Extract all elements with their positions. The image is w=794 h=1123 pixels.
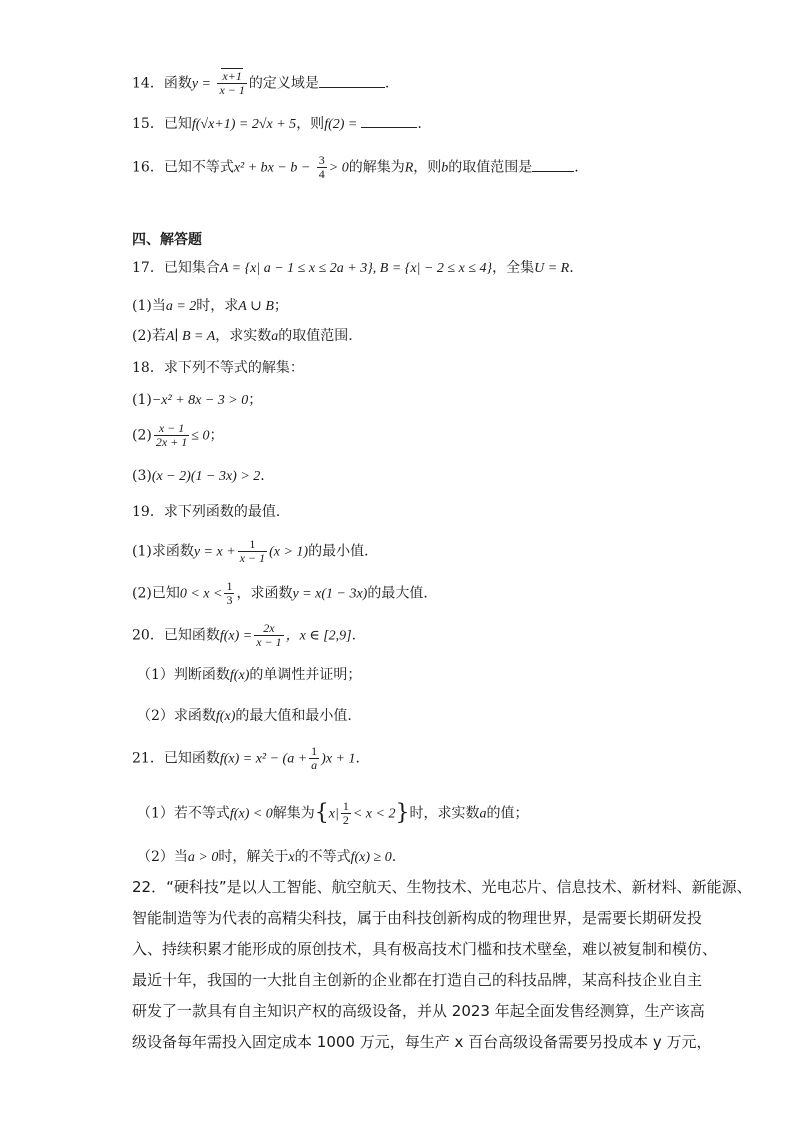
q17-U: U = R xyxy=(534,261,570,276)
q21-p1-mid: 解集为 xyxy=(272,805,315,822)
q19-part-2 xyxy=(132,580,437,607)
q22-line: 入、持续积累才能形成的原创技术，具有极高技术门槛和技术壁垒，难以被复制和模仿、 xyxy=(132,940,718,958)
q21-p1-end: 的值； xyxy=(486,805,529,822)
question-20 xyxy=(132,622,356,649)
q20-p2-end: 的最大值和最小值. xyxy=(235,708,352,724)
q21-p1-mid2: 时，求实数 xyxy=(409,805,480,822)
q16-fraction xyxy=(317,154,327,181)
q21-p1-pre: （1）若不等式 xyxy=(137,805,230,822)
q20-part-2 xyxy=(137,706,352,727)
q14-tail: 的定义域是 xyxy=(248,75,319,92)
q18-part-1 xyxy=(132,390,262,411)
q19-p2-denominator: 3 xyxy=(226,593,233,607)
q16-R: R xyxy=(404,160,414,176)
q19-p2-expr: 0 < x < xyxy=(179,586,223,602)
q14-y: y = xyxy=(191,76,211,92)
q21-p1-numerator: 1 xyxy=(342,799,349,813)
q18-p1-expr: −x² + 8x − 3 > 0 xyxy=(151,393,249,408)
question-21 xyxy=(132,745,360,772)
q18-p3-end: . xyxy=(260,468,265,484)
q21-p2-end: . xyxy=(391,849,397,865)
q21-p1-a: a xyxy=(479,806,487,822)
q17-tail: ，全集 xyxy=(492,260,535,276)
q21-p2-pre: （2）当 xyxy=(137,849,188,865)
q19-p2-expr2: y = x(1 − 3x) xyxy=(292,586,368,602)
q19-p2-end: 的最大值． xyxy=(367,585,438,602)
right-brace-icon: } xyxy=(395,800,410,826)
q21-expr: f(x) = x² − (a + xyxy=(219,751,308,767)
q15-mid: ，则 xyxy=(296,116,325,132)
q19-p1-pre: (1)求函数 xyxy=(132,543,194,560)
q18-p2-end: ； xyxy=(209,427,224,444)
q22-line: 级设备每年需投入固定成本 1000 万元，每生产 x 百台高级设备需要另投成本 y 万元， xyxy=(132,1033,712,1051)
question-19: 19．求下列函数的最值． xyxy=(132,504,290,520)
q16-expr-tail: > 0 xyxy=(328,160,349,176)
q17-p1-mid: 时，求 xyxy=(196,298,239,314)
q21-fraction xyxy=(309,745,319,772)
q19-p2-pre: (2)已知 xyxy=(132,585,180,602)
q19-p2-fraction xyxy=(224,580,234,607)
q17-p2-pre: (2)若 xyxy=(132,328,166,344)
q18-p2-fraction xyxy=(154,422,189,449)
q14-answer-blank xyxy=(319,73,385,88)
q16-tail: 的取值范围是 xyxy=(448,159,533,176)
q20-p2-f: f(x) xyxy=(215,709,236,724)
q20-expr: f(x) = xyxy=(219,628,253,644)
q16-denominator: 4 xyxy=(318,167,325,181)
q17-part-1 xyxy=(132,296,288,317)
q21-denominator: a xyxy=(311,758,318,772)
q19-p2-mid: ，求函数 xyxy=(236,585,293,602)
q20-p2-pre: （2）求函数 xyxy=(137,708,216,724)
q20-p1-f: f(x) xyxy=(229,668,250,683)
q22-line: 智能制造等为代表的高精尖科技，属于由科技创新构成的物理世界，是需要长期研发投 xyxy=(132,909,703,927)
q20-end: . xyxy=(351,627,357,644)
q21-part-2 xyxy=(137,847,396,868)
q18-p2-tail: ≤ 0 xyxy=(191,428,210,444)
q18-p2-pre: (2) xyxy=(132,427,152,444)
q16-label: 16．已知不等式 xyxy=(132,159,234,176)
question-18: 18．求下列不等式的解集： xyxy=(132,360,304,376)
q21-p2-expr: a > 0 xyxy=(187,850,219,865)
q19-p1-expr: y = x + xyxy=(193,544,236,560)
q18-p3-pre: (3) xyxy=(132,468,152,484)
q20-part-1 xyxy=(137,665,361,686)
q21-label: 21．已知函数 xyxy=(132,750,220,767)
q19-p1-numerator: 1 xyxy=(238,538,267,552)
q19-p2-numerator: 1 xyxy=(226,579,233,593)
q15-end: . xyxy=(417,116,422,132)
q14-end: . xyxy=(384,75,390,92)
q21-p1-expr: f(x) < 0 xyxy=(229,806,273,822)
question-16 xyxy=(132,154,579,181)
q17-p1-expr: a = 2 xyxy=(165,299,197,314)
q22-line: 22．“硬科技”是以人工智能、航空航天、生物技术、光电芯片、信息技术、新材料、新能源、 xyxy=(132,878,752,896)
question-17 xyxy=(132,258,574,279)
q17-p2-end: 的取值范围. xyxy=(278,328,353,344)
q21-p2-expr2: f(x) ≥ 0 xyxy=(350,850,392,865)
q16-numerator: 3 xyxy=(318,153,325,167)
q22-line: 最近十年，我国的一大批自主创新的企业都在打造自己的科技品牌，某高科技企业自主 xyxy=(132,971,703,989)
q16-answer-blank xyxy=(532,157,574,172)
q21-p1-denominator: 2 xyxy=(342,813,349,827)
q21-part-1 xyxy=(137,800,528,827)
q19-p1-fraction xyxy=(238,538,267,565)
q20-denominator: x − 1 xyxy=(256,635,282,649)
section-title: 四、解答题 xyxy=(132,232,202,248)
question-14 xyxy=(132,70,389,97)
q21-p2-x: x xyxy=(288,850,295,865)
q17-end: . xyxy=(569,260,574,276)
q18-p3-expr: (x − 2)(1 − 3x) > 2 xyxy=(151,469,261,484)
q16-mid2: ，则 xyxy=(413,159,442,176)
q14-fraction xyxy=(217,70,246,97)
q18-p1-end: ； xyxy=(248,392,263,408)
q21-p1-set-tail: < x < 2 xyxy=(352,806,396,822)
question-22 xyxy=(132,872,752,1058)
q19-p1-cond: (x > 1) xyxy=(269,544,309,560)
q17-label: 17．已知集合 xyxy=(132,260,220,276)
q15-label: 15．已知 xyxy=(132,116,192,132)
q18-part-2 xyxy=(132,422,223,449)
q22-line: 研发了一款具有自主知识产权的高级设备，并从 2023 年起全面发售经测算，生产该高 xyxy=(132,1002,705,1020)
q17-sets: A = {x| a − 1 ≤ x ≤ 2a + 3}, B = {x| − 2 ≤ x ≤ 4} xyxy=(219,261,493,276)
q21-numerator: 1 xyxy=(311,744,318,758)
q20-p1-end: 的单调性并证明； xyxy=(249,667,362,683)
q21-end: . xyxy=(355,750,360,767)
question-15 xyxy=(132,113,422,135)
q21-p2-mid: 时，解关于 xyxy=(218,849,289,865)
q20-domain: ，x ∈ [2,9] xyxy=(285,628,352,644)
q16-expr: x² + bx − b − xyxy=(233,160,311,176)
q17-p1-expr2: A ∪ B xyxy=(238,299,274,314)
q15-answer-blank xyxy=(361,113,417,128)
q17-p1-end: ； xyxy=(273,298,288,314)
q16-mid: 的解集为 xyxy=(348,159,405,176)
q21-p1-set-pre: x| xyxy=(328,806,339,822)
q16-b: b xyxy=(441,160,449,176)
q17-p2-mid: ，求实数 xyxy=(215,328,272,344)
q17-part-2 xyxy=(132,326,353,347)
q18-p1-pre: (1) xyxy=(132,392,152,408)
q14-denominator: x − 1 xyxy=(219,83,245,97)
q19-p1-denominator: x − 1 xyxy=(239,551,266,565)
q20-label: 20．已知函数 xyxy=(132,627,220,644)
q18-part-3 xyxy=(132,466,265,487)
q21-p2-mid2: 的不等式 xyxy=(294,849,351,865)
left-brace-icon: { xyxy=(314,800,329,826)
q19-p1-end: 的最小值． xyxy=(308,543,379,560)
q14-label: 14．函数 xyxy=(132,75,192,92)
q18-p2-denominator: 2x + 1 xyxy=(155,435,188,449)
q21-expr-tail: )x + 1 xyxy=(321,751,356,767)
q14-numerator: x+1 xyxy=(222,69,242,83)
q20-p1-pre: （1）判断函数 xyxy=(137,667,230,683)
q20-fraction xyxy=(254,622,283,649)
q16-end: . xyxy=(574,159,579,176)
q17-p1-pre: (1)当 xyxy=(132,298,166,314)
q20-numerator: 2x xyxy=(254,622,283,636)
q15-expr: f(√x+1) = 2√x + 5 xyxy=(191,117,297,132)
q17-p2-expr: A∣ B = A xyxy=(165,329,216,344)
q15-expr2: f(2) = xyxy=(324,117,358,132)
q18-p2-numerator: x − 1 xyxy=(154,422,189,436)
q19-part-1 xyxy=(132,538,378,565)
q17-p2-a: a xyxy=(271,329,279,344)
q21-p1-fraction xyxy=(341,800,351,827)
